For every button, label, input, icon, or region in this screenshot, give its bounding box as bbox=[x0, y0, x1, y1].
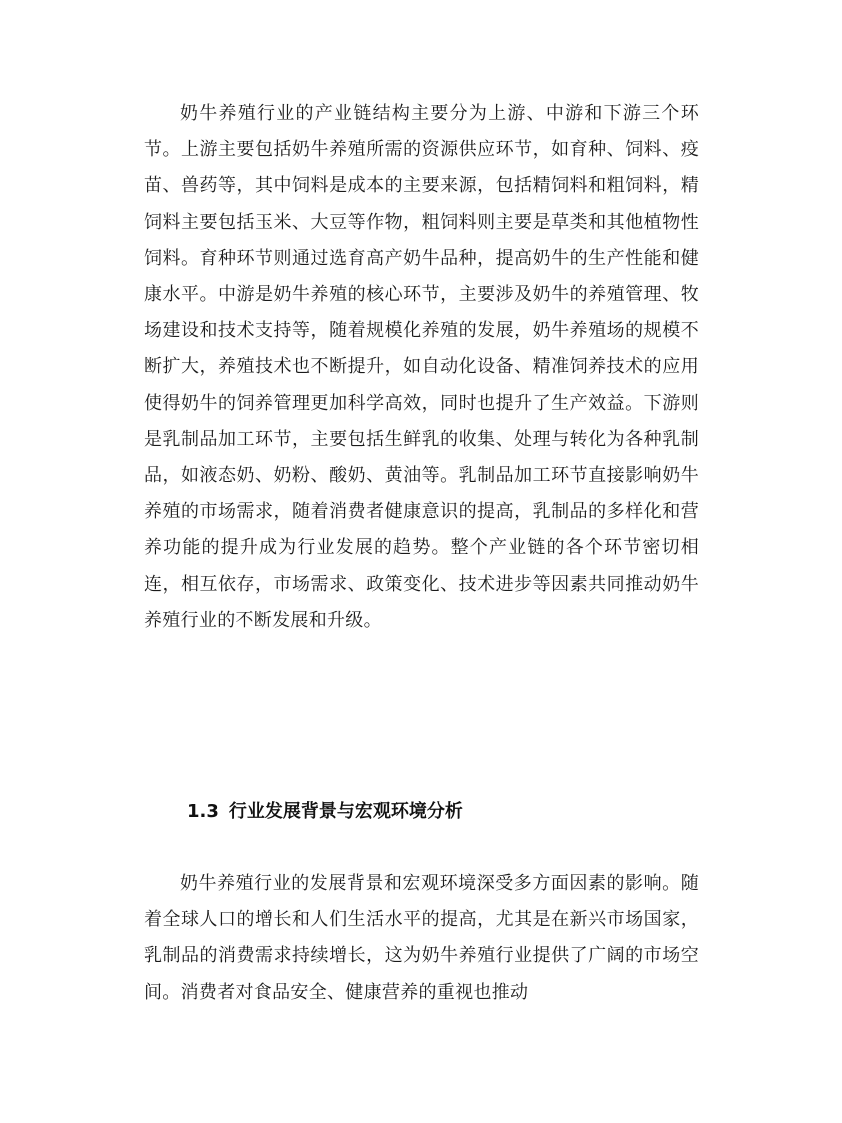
section-heading bbox=[187, 796, 463, 828]
section-title: 行业发展背景与宏观环境分析 bbox=[228, 801, 463, 822]
body-paragraph-industry-chain: 奶牛养殖行业的产业链结构主要分为上游、中游和下游三个环节。上游主要包括奶牛养殖所需的资源供应环节，如育种、饲料、疫苗、兽药等，其中饲料是成本的主要来源，包括精饲料和粗饲料，精饲料主要包括玉米、大豆等作物，粗饲料则主要是草类和其他植物性饲料。育种环节则通过选育高产奶牛品种，提高奶牛的生产性能和健康水平。中游是奶牛养殖的核心环节，主要涉及奶牛的养殖管理、牧场建设和技术支持等，随着规模化养殖的发展，奶牛养殖场的规模不断扩大，养殖技术也不断提升，如自动化设备、精准饲养技术的应用使得奶牛的饲养管理更加科学高效，同时也提升了生产效益。下游则是乳制品加工环节，主要包括生鲜乳的收集、处理与转化为各种乳制品，如液态奶、奶粉、酸奶、黄油等。乳制品加工环节直接影响奶牛养殖的市场需求，随着消费者健康意识的提高，乳制品的多样化和营养功能的提升成为行业发展的趋势。整个产业链的各个环节密切相连，相互依存，市场需求、政策变化、技术进步等因素共同推动奶牛养殖行业的不断发展和升级。 bbox=[144, 103, 699, 631]
section-number: 1.3 bbox=[187, 801, 219, 822]
body-paragraph-background: 奶牛养殖行业的发展背景和宏观环境深受多方面因素的影响。随着全球人口的增长和人们生活水平的提高，尤其是在新兴市场国家，乳制品的消费需求持续增长，这为奶牛养殖行业提供了广阔的市场空间。消费者对食品安全、健康营养的重视也推动 bbox=[144, 873, 699, 1003]
